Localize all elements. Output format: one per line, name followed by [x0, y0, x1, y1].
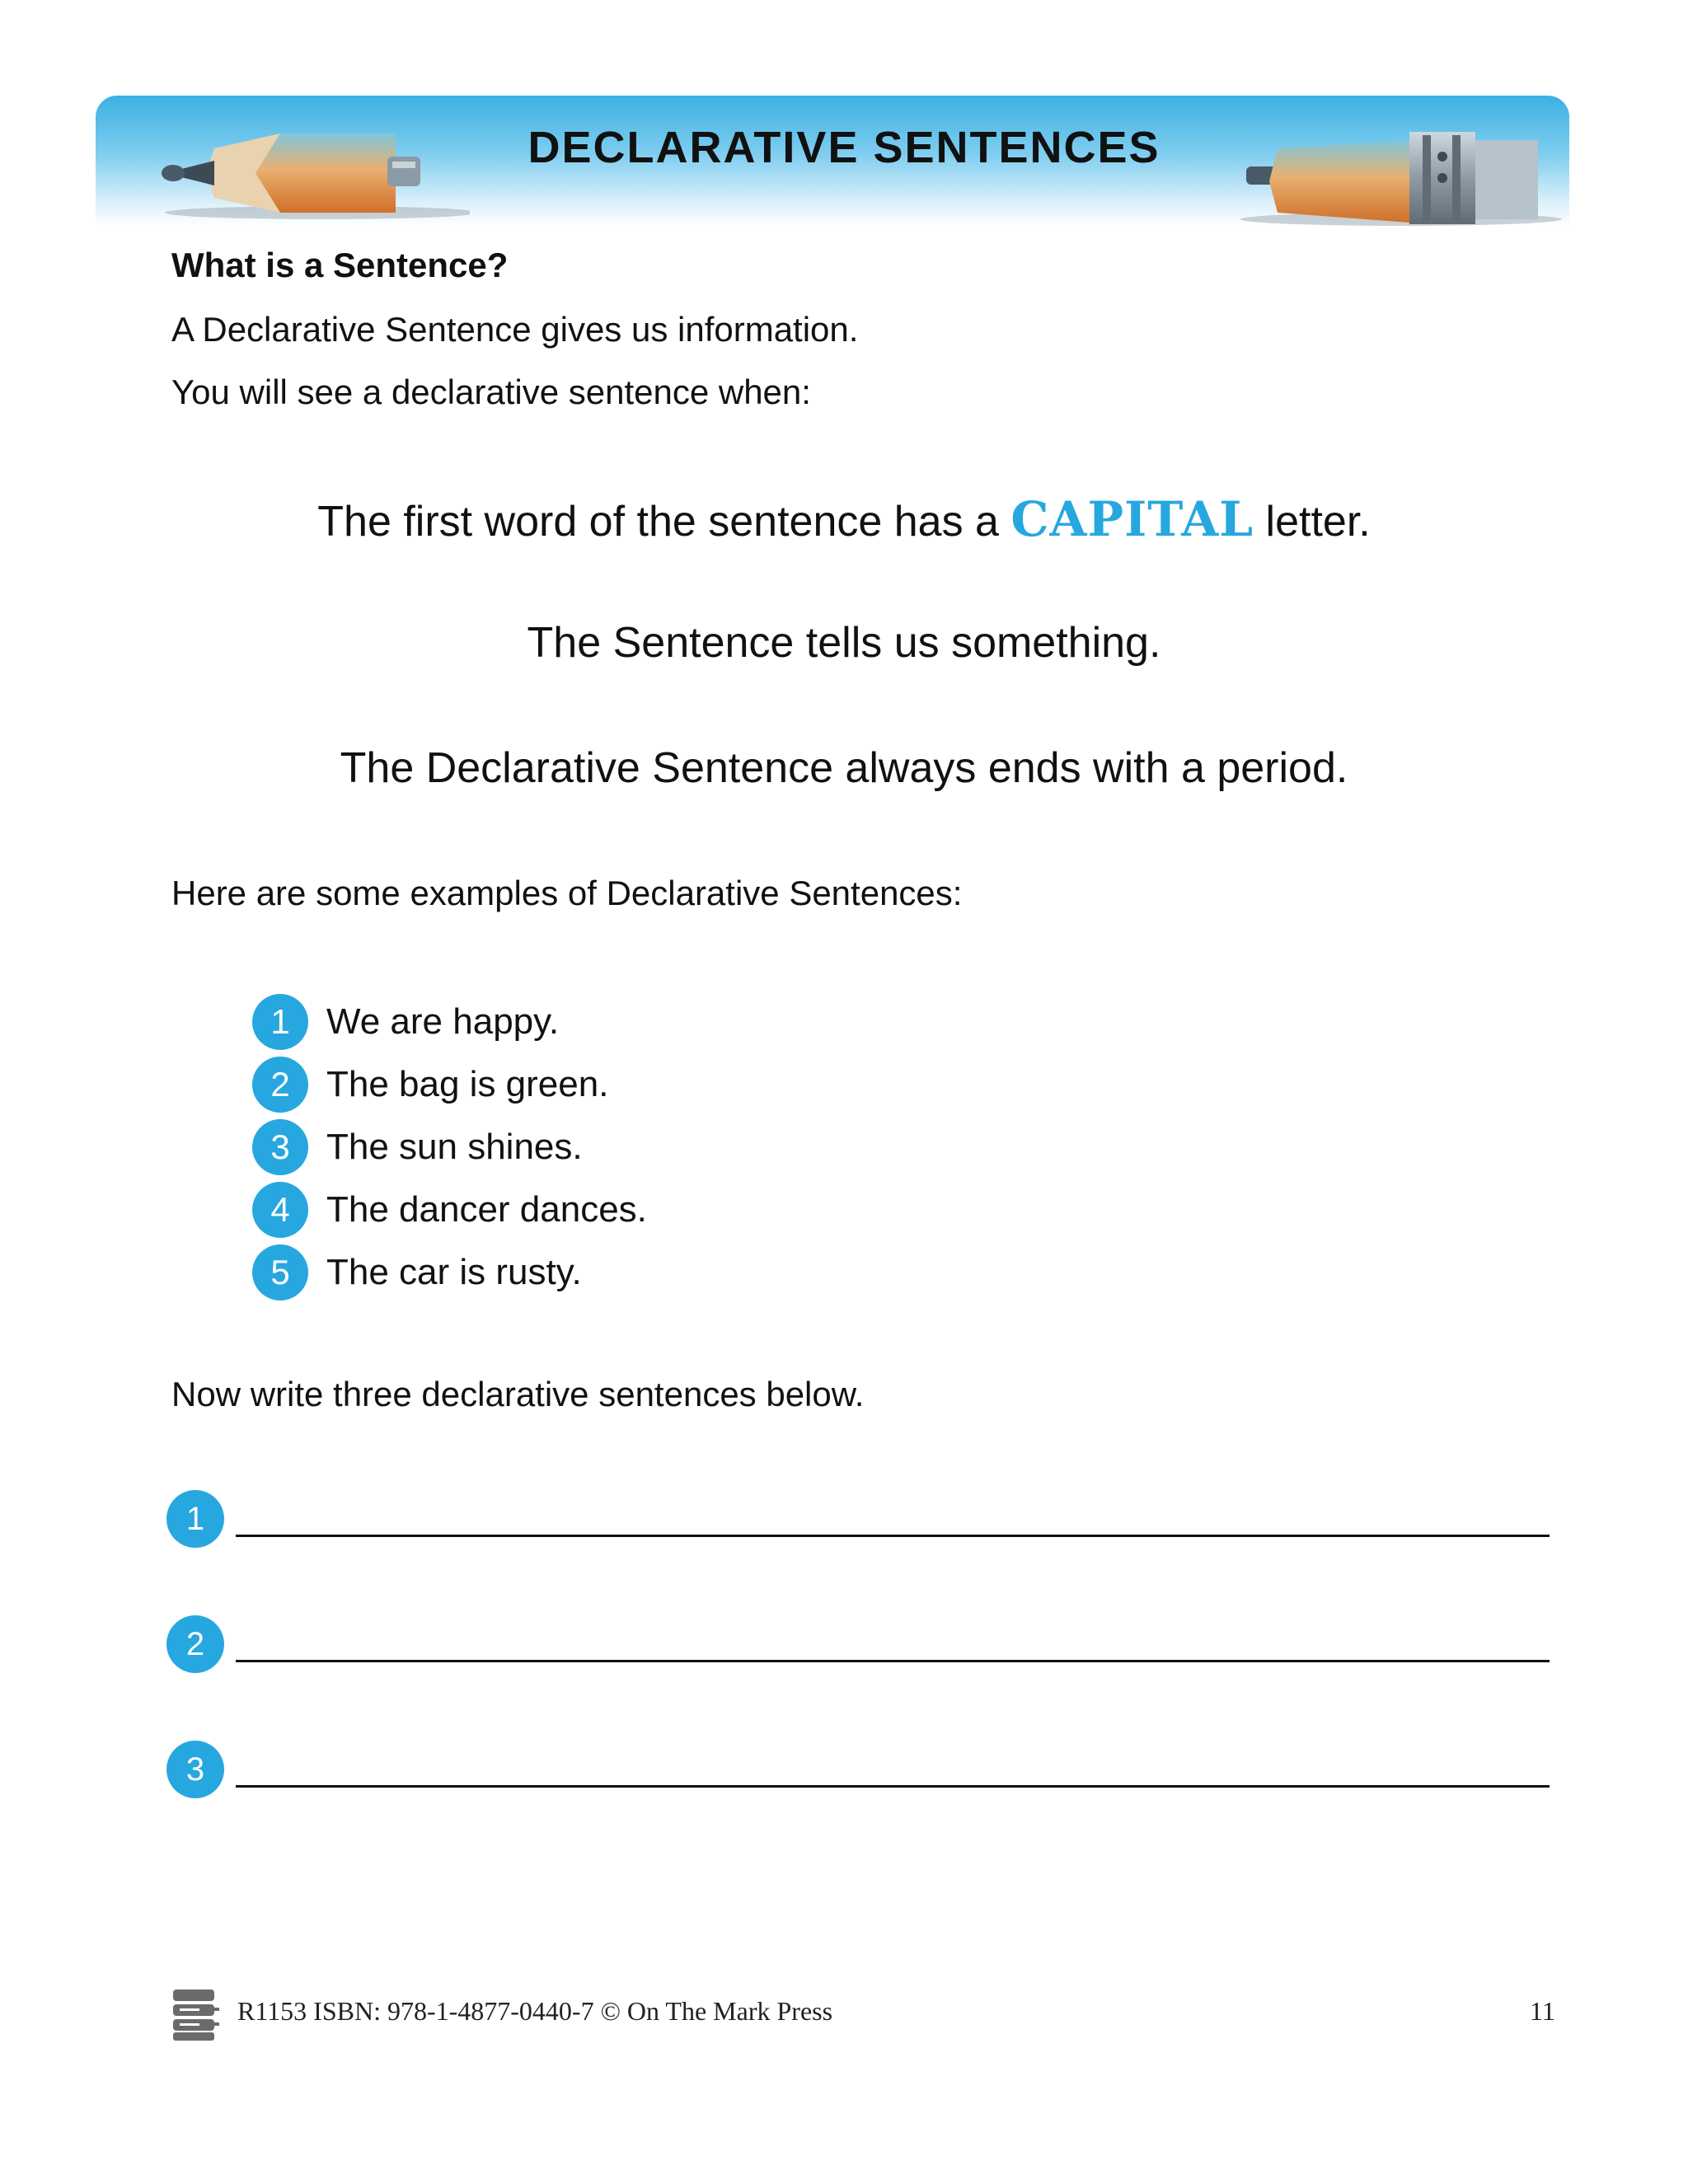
rule1-text-after: letter. [1254, 498, 1371, 546]
example-item [252, 1241, 647, 1304]
intro-line-1: A Declarative Sentence gives us information. [171, 310, 859, 349]
rule1-text-before: The first word of the sentence has a [317, 498, 1011, 546]
answer-line-3[interactable] [236, 1785, 1550, 1788]
example-text: The bag is green. [326, 1064, 609, 1104]
answer-number-badge: 1 [166, 1490, 224, 1548]
answer-number-badge: 2 [166, 1615, 224, 1673]
section-heading: What is a Sentence? [171, 246, 509, 284]
example-number-badge: 5 [252, 1244, 308, 1301]
examples-intro: Here are some examples of Declarative Sentences: [171, 874, 963, 912]
example-number-badge: 4 [252, 1182, 308, 1238]
page-title: DECLARATIVE SENTENCES [528, 123, 1160, 172]
answer-number-badge: 3 [166, 1741, 224, 1798]
example-number-badge: 3 [252, 1119, 308, 1175]
answer-line-1[interactable] [236, 1535, 1550, 1537]
rule-ends-with-period: The Declarative Sentence always ends with a period. [340, 744, 1348, 792]
example-number-badge: 2 [252, 1057, 308, 1113]
examples-list [252, 991, 647, 1304]
page-number: 11 [1530, 1996, 1555, 2026]
answer-line-2[interactable] [236, 1660, 1550, 1662]
example-text: The dancer dances. [326, 1189, 647, 1230]
rule-capital-letter [0, 491, 1688, 547]
exercise-instructions: Now write three declarative sentences below. [171, 1375, 865, 1413]
example-item [252, 1053, 647, 1116]
capital-highlight: CAPITAL [1010, 491, 1254, 547]
footer-copyright: R1153 ISBN: 978-1-4877-0440-7 © On The Mark Press [237, 1996, 833, 2026]
book-stack-icon [171, 1986, 223, 2042]
rule-tells-something: The Sentence tells us something. [527, 619, 1161, 667]
example-item [252, 1179, 647, 1241]
intro-line-2: You will see a declarative sentence when: [171, 373, 811, 411]
example-text: We are happy. [326, 1001, 560, 1042]
example-text: The sun shines. [326, 1127, 583, 1167]
example-item [252, 991, 647, 1053]
example-text: The car is rusty. [326, 1252, 582, 1292]
example-number-badge: 1 [252, 994, 308, 1050]
example-item [252, 1116, 647, 1179]
